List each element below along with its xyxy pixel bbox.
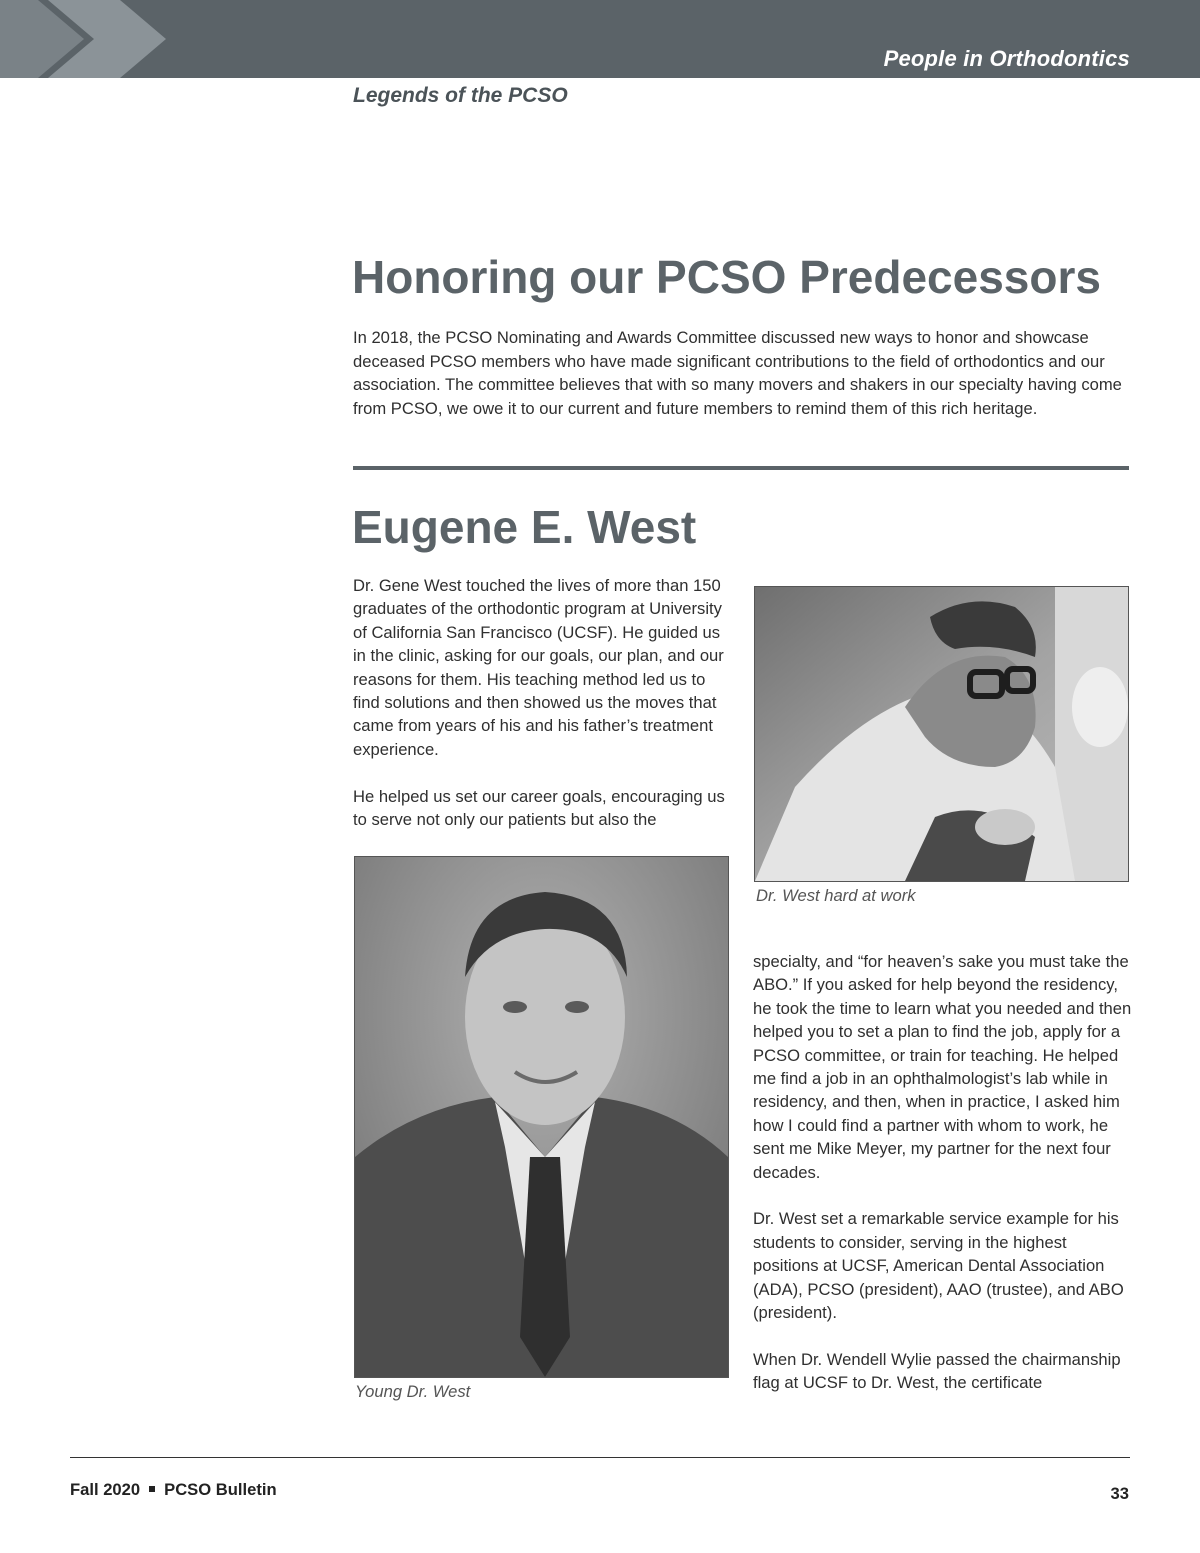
body-paragraph: He helped us set our career goals, encouraging us to serve not only our patients but also the	[353, 786, 725, 830]
body-paragraph: Dr. Gene West touched the lives of more than 150 graduates of the orthodontic program at University of California San Francisco (UCSF). He guided us in the clinic, asking for our goals, our plan, and our reasons for them. His teaching method led us to find solutions and then showed us the moves that came from years of his and his father’s treatment experience.	[353, 576, 724, 759]
portrait-image	[355, 857, 728, 1377]
subject-name-heading: Eugene E. West	[352, 501, 697, 553]
section-label: People in Orthodontics	[883, 46, 1130, 71]
footer-publication	[70, 1480, 277, 1500]
photo-young-dr-west	[354, 856, 729, 1378]
footer-issue: Fall 2020	[70, 1480, 141, 1499]
photo-caption: Dr. West hard at work	[756, 886, 916, 905]
body-paragraph: specialty, and “for heaven’s sake you must take the ABO.” If you asked for help beyond the residency, he took the time to learn what you needed and then helped you to set a plan to find the job, apply for a PCSO committee, or train for teaching. He helped me find a job in an ophthalmologist’s lab while in residency, and then, when in practice, I asked him how I could find a partner with whom to work, he sent me Mike Meyer, my partner for the next four decades.	[753, 952, 1132, 1182]
kicker-label: Legends of the PCSO	[353, 84, 568, 107]
footer-divider	[70, 1457, 1130, 1458]
page-number: 33	[1110, 1484, 1129, 1503]
body-paragraph: When Dr. Wendell Wylie passed the chairmanship flag at UCSF to Dr. West, the certificate	[753, 1349, 1121, 1393]
photo-at-work-image	[755, 587, 1128, 881]
right-column	[753, 950, 1133, 1418]
photo-dr-west-at-work	[754, 586, 1129, 882]
square-bullet-icon	[149, 1486, 155, 1492]
left-column	[353, 574, 733, 855]
section-divider	[353, 466, 1129, 470]
intro-paragraph: In 2018, the PCSO Nominating and Awards Committee discussed new ways to honor and showcase deceased PCSO members who have made significant contributions to the field of orthodontics and our association. The committee believes that with so many movers and shakers in our specialty having come from PCSO, we owe it to our current and future members to remind them of this rich heritage.	[353, 328, 1122, 418]
body-paragraph: Dr. West set a remarkable service example for his students to consider, serving in the highest positions at UCSF, American Dental Association (ADA), PCSO (president), AAO (trustee), and ABO (president).	[753, 1209, 1124, 1323]
chevron-decoration-icon	[0, 0, 170, 78]
header-bar	[0, 0, 1200, 78]
footer-publication-name: PCSO Bulletin	[164, 1480, 277, 1499]
page-title: Honoring our PCSO Predecessors	[352, 251, 1101, 303]
photo-caption: Young Dr. West	[355, 1382, 471, 1401]
